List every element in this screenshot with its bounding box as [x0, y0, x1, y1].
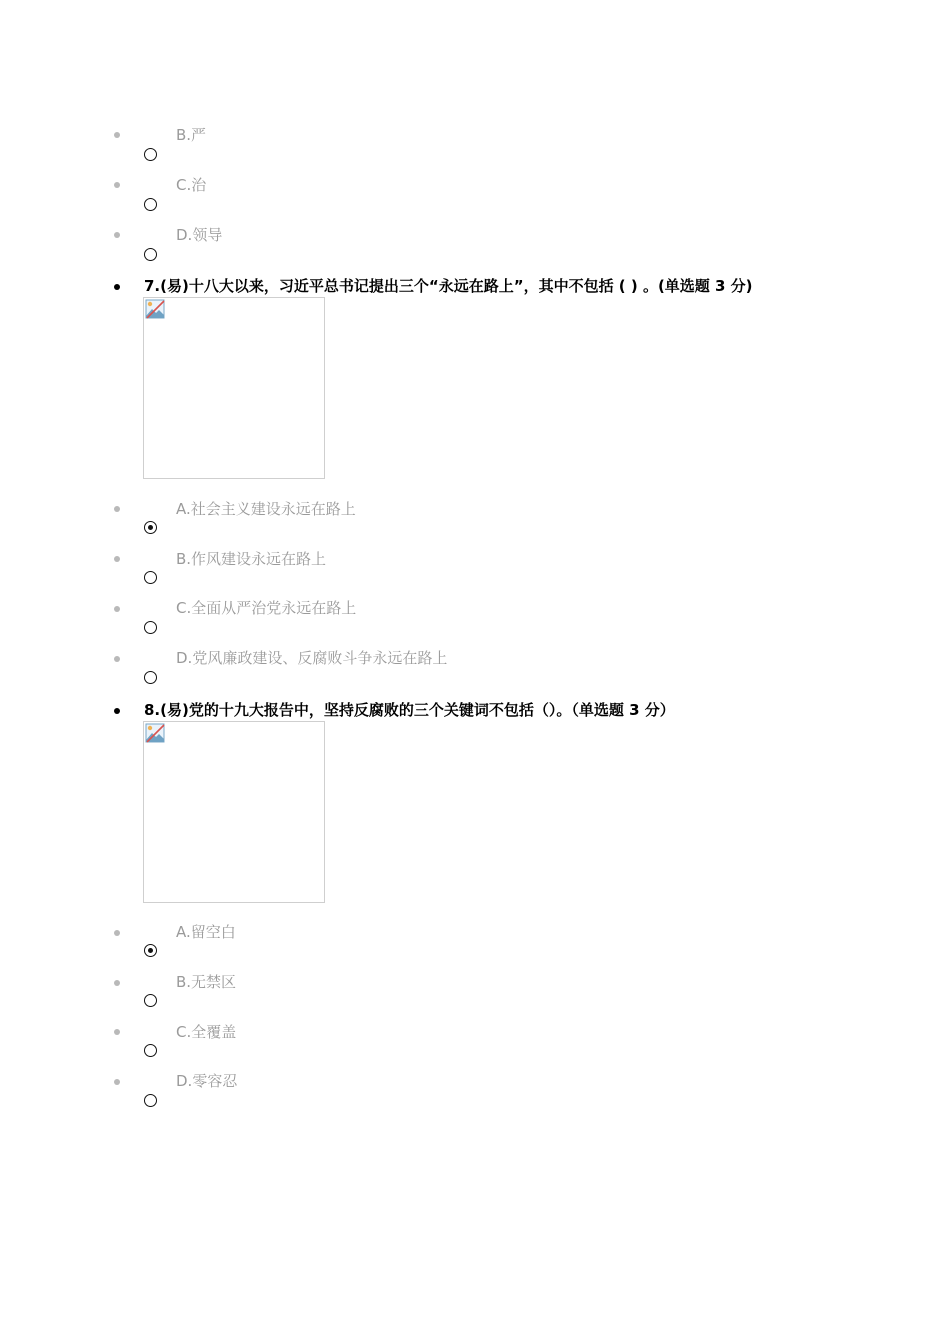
- question-8-image: [143, 721, 325, 903]
- option-label-q7-c: C.全面从严治党永远在路上: [176, 599, 357, 617]
- radio-q8-a[interactable]: [144, 944, 157, 957]
- broken-image-icon: [145, 723, 165, 743]
- radio-q7-b[interactable]: [144, 571, 157, 584]
- list-bullet: [114, 656, 120, 662]
- question-bullet: [114, 708, 120, 714]
- radio-q6-b[interactable]: [144, 148, 157, 161]
- question-7-image: [143, 297, 325, 479]
- radio-q6-c[interactable]: [144, 198, 157, 211]
- radio-q7-c[interactable]: [144, 621, 157, 634]
- option-label-q6-d: D.领导: [176, 226, 223, 244]
- radio-q7-d[interactable]: [144, 671, 157, 684]
- list-bullet: [114, 506, 120, 512]
- option-label-q6-c: C.治: [176, 176, 207, 194]
- option-label-q8-b: B.无禁区: [176, 973, 237, 991]
- option-label-q8-c: C.全覆盖: [176, 1023, 237, 1041]
- list-bullet: [114, 182, 120, 188]
- list-bullet: [114, 606, 120, 612]
- question-bullet: [114, 284, 120, 290]
- radio-q8-b[interactable]: [144, 994, 157, 1007]
- list-bullet: [114, 232, 120, 238]
- broken-image-icon: [145, 299, 165, 319]
- option-label-q6-b: B.严: [176, 126, 207, 144]
- option-label-q7-d: D.党风廉政建设、反腐败斗争永远在路上: [176, 649, 448, 667]
- list-bullet: [114, 930, 120, 936]
- radio-q6-d[interactable]: [144, 248, 157, 261]
- option-label-q7-a: A.社会主义建设永远在路上: [176, 500, 356, 518]
- radio-q8-d[interactable]: [144, 1094, 157, 1107]
- list-bullet: [114, 980, 120, 986]
- radio-q7-a[interactable]: [144, 521, 157, 534]
- option-label-q8-d: D.零容忍: [176, 1072, 238, 1090]
- question-8-title: 8.(易)党的十九大报告中，坚持反腐败的三个关键词不包括（）。（单选题 3 分）: [144, 701, 675, 719]
- radio-q8-c[interactable]: [144, 1044, 157, 1057]
- list-bullet: [114, 1079, 120, 1085]
- option-label-q8-a: A.留空白: [176, 923, 236, 941]
- list-bullet: [114, 132, 120, 138]
- list-bullet: [114, 556, 120, 562]
- list-bullet: [114, 1029, 120, 1035]
- question-7-title: 7.(易)十八大以来，习近平总书记提出三个“永远在路上”，其中不包括 ( ) 。(单选题 3 分): [144, 277, 753, 295]
- option-label-q7-b: B.作风建设永远在路上: [176, 550, 327, 568]
